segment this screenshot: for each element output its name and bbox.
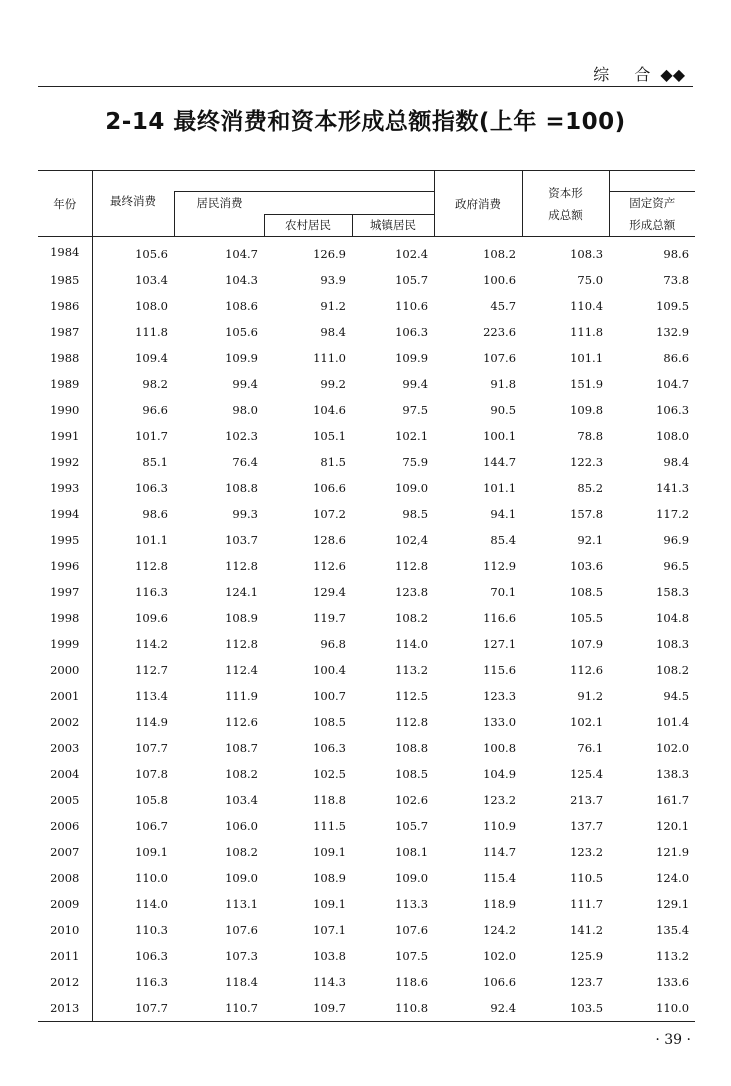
value-cell: 113.1 (225, 897, 258, 911)
table-row (38, 475, 695, 501)
value-cell: 112.9 (483, 559, 517, 573)
value-cell: 105.7 (395, 819, 429, 833)
value-cell: 114.0 (135, 897, 168, 911)
value-cell: 108.0 (656, 429, 690, 443)
value-cell: 85.2 (577, 481, 604, 495)
value-cell: 116.3 (135, 975, 168, 989)
value-cell: 107.6 (225, 923, 258, 937)
value-cell: 100.6 (483, 273, 517, 287)
value-cell: 105.1 (313, 429, 346, 443)
value-cell: 129.1 (656, 897, 690, 911)
value-cell: 141.3 (656, 481, 690, 495)
value-cell: 108.8 (395, 741, 429, 755)
value-cell: 106.0 (225, 819, 258, 833)
table-row (38, 657, 695, 683)
value-cell: 120.1 (656, 819, 690, 833)
value-cell: 104.8 (656, 611, 690, 625)
value-cell: 112.5 (395, 689, 429, 703)
value-cell: 133.6 (656, 975, 690, 989)
value-cell: 94.1 (490, 507, 517, 521)
value-cell: 102.1 (395, 429, 429, 443)
section-name: 综 合 (593, 65, 661, 84)
value-cell: 109.5 (656, 299, 690, 313)
value-cell: 101.1 (135, 533, 168, 547)
value-cell: 110.6 (395, 299, 429, 313)
value-cell: 104.3 (225, 273, 258, 287)
year-cell: 1984 (38, 237, 92, 268)
value-cell: 97.5 (402, 403, 429, 417)
value-cell: 124.0 (656, 871, 690, 885)
value-cell: 92.4 (434, 995, 522, 1022)
value-cell: 109.0 (225, 871, 258, 885)
value-cell: 138.3 (656, 767, 690, 781)
value-cell: 102.6 (395, 793, 429, 807)
year-cell: 1988 (38, 345, 92, 371)
value-cell: 98.0 (232, 403, 258, 417)
value-cell: 103.4 (135, 273, 168, 287)
year-cell: 2013 (38, 995, 92, 1022)
value-cell: 223.6 (483, 325, 517, 339)
value-cell: 113.4 (135, 689, 168, 703)
table-row (38, 995, 695, 1022)
value-cell: 124.1 (225, 585, 258, 599)
col-header-government: 政府消费 (434, 171, 522, 237)
value-cell: 98.4 (320, 325, 346, 339)
value-cell: 108.8 (225, 481, 258, 495)
value-cell: 100.8 (483, 741, 517, 755)
value-cell: 106.3 (313, 741, 346, 755)
value-cell: 106.3 (395, 325, 429, 339)
value-cell: 112.8 (395, 559, 429, 573)
table-body (38, 237, 695, 1022)
value-cell: 144.7 (483, 455, 517, 469)
value-cell: 158.3 (656, 585, 690, 599)
page-number: · 39 · (655, 1032, 691, 1048)
value-cell: 104.7 (225, 247, 258, 261)
col-header-final-consumption: 最终消费 (92, 171, 174, 237)
value-cell: 126.9 (313, 247, 346, 261)
table-row (38, 553, 695, 579)
value-cell: 110.5 (570, 871, 604, 885)
table-row (38, 605, 695, 631)
col-header-household: 居民消费 (174, 192, 434, 215)
value-cell: 100.4 (313, 663, 346, 677)
value-cell: 110.9 (483, 819, 517, 833)
value-cell: 103.7 (225, 533, 258, 547)
value-cell: 102.3 (225, 429, 258, 443)
value-cell: 102,4 (395, 533, 429, 547)
value-cell: 96.9 (663, 533, 690, 547)
table-row (38, 345, 695, 371)
value-cell: 122.3 (570, 455, 604, 469)
value-cell: 109.4 (135, 351, 168, 365)
year-cell: 2006 (38, 813, 92, 839)
value-cell: 100.7 (313, 689, 346, 703)
value-cell: 132.9 (656, 325, 690, 339)
value-cell: 103.4 (225, 793, 258, 807)
value-cell: 103.6 (570, 559, 604, 573)
value-cell: 85.4 (490, 533, 517, 547)
year-cell: 2010 (38, 917, 92, 943)
value-cell: 91.2 (577, 689, 604, 703)
table-row (38, 631, 695, 657)
year-cell: 2005 (38, 787, 92, 813)
value-cell: 137.7 (570, 819, 604, 833)
value-cell: 107.1 (313, 923, 346, 937)
value-cell: 108.9 (225, 611, 258, 625)
col-header-fixed-capital-formation: 固定资产 形成总额 (609, 192, 695, 237)
value-cell: 111.8 (570, 325, 604, 339)
value-cell: 112.4 (225, 663, 258, 677)
table-row (38, 683, 695, 709)
value-cell: 96.8 (320, 637, 346, 651)
value-cell: 107.8 (135, 767, 168, 781)
value-cell: 111.7 (570, 897, 604, 911)
value-cell: 105.5 (570, 611, 604, 625)
value-cell: 123.2 (570, 845, 604, 859)
value-cell: 129.4 (313, 585, 346, 599)
year-cell: 1994 (38, 501, 92, 527)
value-cell: 70.1 (490, 585, 517, 599)
year-cell: 1998 (38, 605, 92, 631)
value-cell: 104.6 (313, 403, 346, 417)
value-cell: 112.8 (135, 559, 168, 573)
value-cell: 108.2 (225, 767, 258, 781)
value-cell: 85.1 (142, 455, 168, 469)
table-row (38, 813, 695, 839)
year-cell: 2009 (38, 891, 92, 917)
value-cell: 119.7 (313, 611, 346, 625)
value-cell: 104.9 (483, 767, 517, 781)
value-cell: 123.2 (483, 793, 517, 807)
col-header-gross-capital-formation: 资本形 成总额 (522, 171, 609, 237)
value-cell: 124.2 (483, 923, 517, 937)
year-cell: 1986 (38, 293, 92, 319)
value-cell: 113.3 (395, 897, 429, 911)
value-cell: 114.7 (483, 845, 517, 859)
table-row (38, 787, 695, 813)
value-cell: 109.9 (225, 351, 258, 365)
value-cell: 109.1 (135, 845, 168, 859)
value-cell: 112.6 (313, 559, 346, 573)
value-cell: 86.6 (663, 351, 690, 365)
value-cell: 106.3 (135, 949, 168, 963)
value-cell: 106.7 (135, 819, 168, 833)
value-cell: 106.3 (135, 481, 168, 495)
table-row (38, 267, 695, 293)
year-cell: 2001 (38, 683, 92, 709)
value-cell: 114.0 (395, 637, 429, 651)
year-cell: 1989 (38, 371, 92, 397)
table-row (38, 579, 695, 605)
value-cell: 107.7 (135, 741, 168, 755)
year-cell: 1991 (38, 423, 92, 449)
table-row (38, 371, 695, 397)
value-cell: 106.6 (483, 975, 517, 989)
year-cell: 2003 (38, 735, 92, 761)
value-cell: 123.3 (483, 689, 517, 703)
value-cell: 101.4 (656, 715, 690, 729)
value-cell: 90.5 (490, 403, 517, 417)
table-row (38, 943, 695, 969)
value-cell: 133.0 (483, 715, 517, 729)
value-cell: 109.9 (395, 351, 429, 365)
year-cell: 2004 (38, 761, 92, 787)
value-cell: 94.5 (663, 689, 690, 703)
value-cell: 108.6 (225, 299, 258, 313)
table-row (38, 237, 695, 268)
data-table (38, 170, 695, 1022)
value-cell: 92.1 (577, 533, 604, 547)
value-cell: 110.3 (135, 923, 168, 937)
value-cell: 113.2 (395, 663, 429, 677)
value-cell: 125.4 (570, 767, 604, 781)
value-cell: 125.9 (570, 949, 604, 963)
value-cell: 93.9 (320, 273, 346, 287)
value-cell: 108.3 (656, 637, 690, 651)
value-cell: 110.0 (135, 871, 168, 885)
value-cell: 107.7 (92, 995, 174, 1022)
value-cell: 101.1 (570, 351, 604, 365)
value-cell: 112.6 (225, 715, 258, 729)
table-row (38, 423, 695, 449)
value-cell: 112.8 (395, 715, 429, 729)
value-cell: 102.4 (395, 247, 429, 261)
section-label (593, 62, 685, 85)
year-cell: 2007 (38, 839, 92, 865)
value-cell: 75.9 (402, 455, 429, 469)
col-header-urban: 城镇居民 (352, 214, 434, 237)
year-cell: 2011 (38, 943, 92, 969)
value-cell: 101.7 (135, 429, 168, 443)
value-cell: 113.2 (656, 949, 690, 963)
value-cell: 99.2 (320, 377, 346, 391)
year-cell: 2000 (38, 657, 92, 683)
value-cell: 75.0 (577, 273, 604, 287)
value-cell: 76.4 (232, 455, 258, 469)
year-cell: 2002 (38, 709, 92, 735)
value-cell: 105.8 (135, 793, 168, 807)
value-cell: 111.8 (135, 325, 168, 339)
value-cell: 108.2 (395, 611, 429, 625)
value-cell: 105.7 (395, 273, 429, 287)
value-cell: 107.3 (225, 949, 258, 963)
table-row (38, 397, 695, 423)
value-cell: 110.8 (352, 995, 434, 1022)
value-cell: 141.2 (570, 923, 604, 937)
value-cell: 102.5 (313, 767, 346, 781)
value-cell: 107.2 (313, 507, 346, 521)
value-cell: 98.4 (663, 455, 690, 469)
value-cell: 118.6 (395, 975, 429, 989)
year-cell: 2008 (38, 865, 92, 891)
table-row (38, 865, 695, 891)
value-cell: 108.2 (225, 845, 258, 859)
value-cell: 98.6 (663, 247, 690, 261)
table-row (38, 839, 695, 865)
year-cell: 1999 (38, 631, 92, 657)
value-cell: 91.2 (320, 299, 346, 313)
value-cell: 108.3 (570, 247, 604, 261)
value-cell: 108.5 (570, 585, 604, 599)
value-cell: 99.3 (232, 507, 258, 521)
value-cell: 102.1 (570, 715, 604, 729)
value-cell: 108.9 (313, 871, 346, 885)
value-cell: 109.8 (570, 403, 604, 417)
value-cell: 106.6 (313, 481, 346, 495)
value-cell: 114.3 (313, 975, 346, 989)
value-cell: 112.7 (135, 663, 168, 677)
value-cell: 98.6 (142, 507, 168, 521)
value-cell: 161.7 (656, 793, 690, 807)
value-cell: 151.9 (570, 377, 604, 391)
table-row (38, 501, 695, 527)
year-cell: 1995 (38, 527, 92, 553)
value-cell: 101.1 (483, 481, 517, 495)
year-cell: 2012 (38, 969, 92, 995)
value-cell: 110.4 (570, 299, 604, 313)
value-cell: 96.5 (663, 559, 690, 573)
value-cell: 213.7 (570, 793, 604, 807)
value-cell: 121.9 (656, 845, 690, 859)
value-cell: 118.4 (225, 975, 258, 989)
value-cell: 99.4 (402, 377, 429, 391)
year-cell: 1992 (38, 449, 92, 475)
value-cell: 117.2 (656, 507, 690, 521)
table-row (38, 449, 695, 475)
table-row (38, 527, 695, 553)
value-cell: 107.6 (483, 351, 517, 365)
value-cell: 103.5 (522, 995, 609, 1022)
value-cell: 115.6 (483, 663, 517, 677)
value-cell: 111.5 (313, 819, 346, 833)
diamond-icon: ◆◆ (660, 65, 685, 84)
value-cell: 108.2 (656, 663, 690, 677)
value-cell: 110.0 (609, 995, 695, 1022)
value-cell: 109.0 (395, 481, 429, 495)
col-header-year: 年份 (38, 171, 92, 237)
table-row (38, 293, 695, 319)
value-cell: 107.9 (570, 637, 604, 651)
table-row (38, 735, 695, 761)
value-cell: 103.8 (313, 949, 346, 963)
value-cell: 111.9 (225, 689, 258, 703)
value-cell: 105.6 (135, 247, 168, 261)
value-cell: 127.1 (483, 637, 517, 651)
year-cell: 1997 (38, 579, 92, 605)
value-cell: 110.7 (174, 995, 264, 1022)
table-row (38, 709, 695, 735)
value-cell: 106.3 (656, 403, 690, 417)
value-cell: 108.5 (395, 767, 429, 781)
value-cell: 76.1 (577, 741, 604, 755)
value-cell: 81.5 (320, 455, 346, 469)
value-cell: 108.1 (395, 845, 429, 859)
value-cell: 123.7 (570, 975, 604, 989)
value-cell: 108.0 (135, 299, 168, 313)
page-title: 2-14 最终消费和资本形成总额指数(上年 =100) (105, 109, 626, 135)
value-cell: 105.6 (225, 325, 258, 339)
value-cell: 98.2 (142, 377, 168, 391)
table-row (38, 891, 695, 917)
value-cell: 109.0 (395, 871, 429, 885)
year-cell: 1993 (38, 475, 92, 501)
value-cell: 108.5 (313, 715, 346, 729)
value-cell: 112.6 (570, 663, 604, 677)
value-cell: 118.9 (483, 897, 517, 911)
value-cell: 107.6 (395, 923, 429, 937)
value-cell: 116.3 (135, 585, 168, 599)
value-cell: 96.6 (142, 403, 168, 417)
value-cell: 111.0 (313, 351, 346, 365)
table-row (38, 761, 695, 787)
table-row (38, 319, 695, 345)
year-cell: 1985 (38, 267, 92, 293)
value-cell: 135.4 (656, 923, 690, 937)
value-cell: 73.8 (663, 273, 690, 287)
value-cell: 128.6 (313, 533, 346, 547)
value-cell: 45.7 (490, 299, 517, 313)
value-cell: 112.8 (225, 637, 258, 651)
value-cell: 109.7 (264, 995, 352, 1022)
year-cell: 1996 (38, 553, 92, 579)
value-cell: 104.7 (656, 377, 690, 391)
value-cell: 112.8 (225, 559, 258, 573)
header-rule (38, 86, 693, 87)
year-cell: 1987 (38, 319, 92, 345)
value-cell: 157.8 (570, 507, 604, 521)
value-cell: 98.5 (402, 507, 429, 521)
table-row (38, 917, 695, 943)
value-cell: 116.6 (483, 611, 517, 625)
value-cell: 108.2 (483, 247, 517, 261)
col-header-rural: 农村居民 (264, 214, 352, 237)
value-cell: 115.4 (483, 871, 517, 885)
year-cell: 1990 (38, 397, 92, 423)
value-cell: 109.1 (313, 897, 346, 911)
value-cell: 114.9 (135, 715, 168, 729)
value-cell: 109.6 (135, 611, 168, 625)
value-cell: 99.4 (232, 377, 258, 391)
value-cell: 114.2 (135, 637, 168, 651)
value-cell: 102.0 (483, 949, 517, 963)
table-row (38, 969, 695, 995)
value-cell: 91.8 (490, 377, 517, 391)
value-cell: 123.8 (395, 585, 429, 599)
value-cell: 108.7 (225, 741, 258, 755)
value-cell: 107.5 (395, 949, 429, 963)
value-cell: 102.0 (656, 741, 690, 755)
value-cell: 78.8 (577, 429, 604, 443)
value-cell: 118.8 (313, 793, 346, 807)
value-cell: 109.1 (313, 845, 346, 859)
value-cell: 100.1 (483, 429, 517, 443)
